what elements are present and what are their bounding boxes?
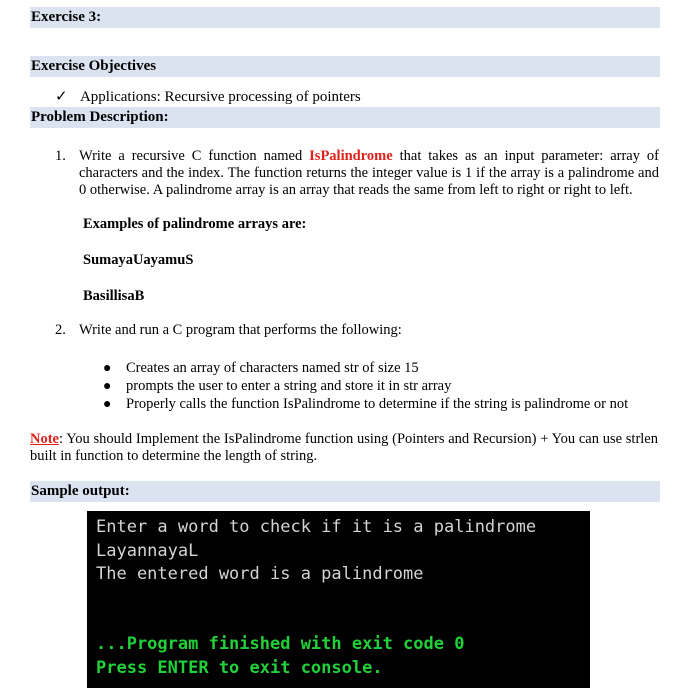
console-output [87,511,590,688]
item1-text-before: Write a recursive C function named [79,148,310,164]
exercise-title: Exercise 3: [31,9,102,25]
bullet-icon: ● [103,361,112,376]
examples-heading: Examples of palindrome arrays are: [83,216,307,232]
console-line-1: Enter a word to check if it is a palindrome [96,517,537,537]
note-text: : You should Implement the IsPalindrome function using (Pointers and Recursion) + You can use strlen built in function to determine the length of string. [30,431,658,464]
item1-paragraph [79,148,659,199]
example-1: SumayaUayamuS [83,252,194,268]
console-line-3: The entered word is a palindrome [96,564,424,584]
problem-heading: Problem Description: [31,109,169,125]
console-line-5: Press ENTER to exit console. [96,658,383,678]
bullet-icon: ● [103,379,112,394]
function-name: IsPalindrome [309,148,393,164]
bullet-text-3: Properly calls the function IsPalindrome to determine if the string is palindrome or not [126,396,629,412]
note-paragraph [30,431,658,465]
bullet-item-1 [103,360,419,377]
problem-heading-band [30,107,660,128]
check-mark-icon: ✓ [55,89,68,105]
console-line-2: LayannayaL [96,541,199,561]
bullet-item-2 [103,378,451,395]
item2-number: 2. [55,322,66,338]
objective-text: Applications: Recursive processing of pointers [79,89,361,105]
objective-item [55,87,361,106]
bullet-item-3 [103,396,628,413]
example-2: BasillisaB [83,288,145,304]
bullet-text-1: Creates an array of characters named str of size 15 [126,360,419,376]
exercise-title-band [30,7,660,28]
objectives-heading: Exercise Objectives [31,58,157,74]
note-label: Note [30,431,59,447]
bullet-icon: ● [103,397,112,412]
item2-text: Write and run a C program that performs the following: [79,322,402,338]
bullet-text-2: prompts the user to enter a string and store it in str array [126,378,452,394]
item1-number: 1. [55,148,66,164]
item1-text-after: that takes as an input parameter: array of characters and the index. The function returns the integer value is 1 if the array is a palindrome and 0 otherwise. A palindrome array is an array that reads the same from left to right or right to left. [79,148,659,198]
sample-output-heading-band [30,481,660,502]
sample-output-heading: Sample output: [31,483,130,499]
objectives-heading-band [30,56,660,77]
console-line-4: ...Program finished with exit code 0 [96,634,465,654]
